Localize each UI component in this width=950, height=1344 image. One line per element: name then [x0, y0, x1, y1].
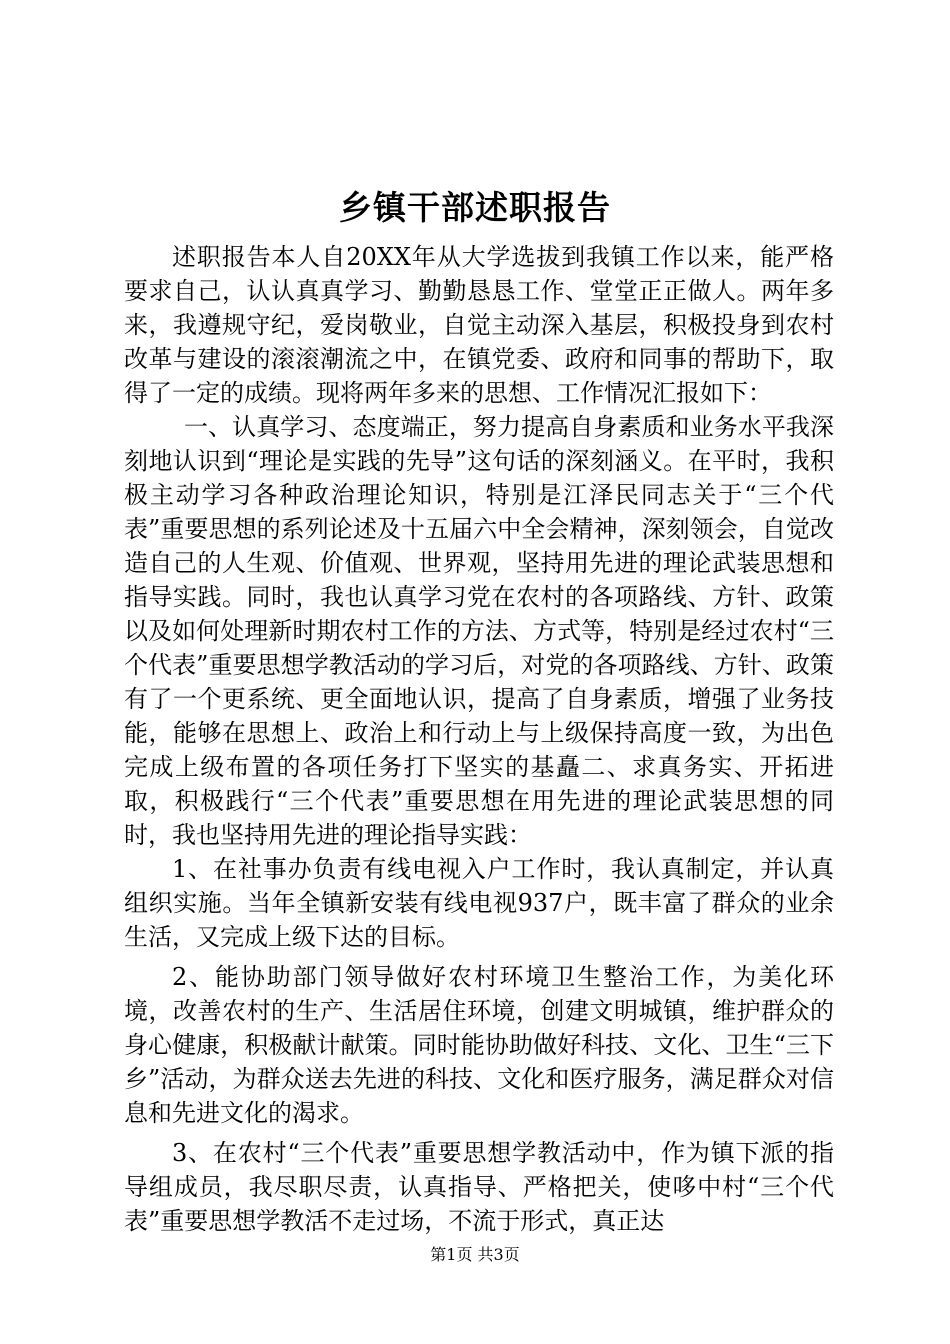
document-body [124, 240, 834, 1238]
paragraph-intro: 述职报告本人自20XX年从大学选拔到我镇工作以来，能严格要求自己，认认真真学习、勤勤恳恳工作、堂堂正正做人。两年多来，我遵规守纪，爱岗敬业，自觉主动深入基层，积极投身到农村改革与建设的滚滚潮流之中，在镇党委、政府和同事的帮助下，取得了一定的成绩。现将两年多来的思想、工作情况汇报如下： [124, 243, 834, 407]
paragraph-section-one: 一、认真学习、态度端正，努力提高自身素质和业务水平我深刻地认识到“理论是实践的先导”这句话的深刻涵义。在平时，我积极主动学习各种政治理论知识，特别是江泽民同志关于“三个代表”重要思想的系列论述及十五届六中全会精神，深刻领会，自觉改造自己的人生观、价值观、世界观，坚持用先进的理论武装思想和指导实践。同时，我也认真学习党在农村的各项路线、方针、政策以及如何处理新时期农村工作的方法、方式等，特别是经过农村“三个代表”重要思想学教活动的学习后，对党的各项路线、方针、政策有了一个更系统、更全面地认识，提高了自身素质，增强了业务技能，能够在思想上、政治上和行动上与上级保持高度一致，为出色完成上级布置的各项任务打下坚实的基矗二、求真务实、开拓进取，积极践行“三个代表”重要思想在用先进的理论武装思想的同时，我也坚持用先进的理论指导实践： [124, 413, 834, 849]
document-title: 乡镇干部述职报告 [339, 188, 611, 227]
paragraph-item-2: 2、能协助部门领导做好农村环境卫生整治工作，为美化环境，改善农村的生产、生活居住环境，创建文明城镇，维护群众的身心健康，积极献计献策。同时能协助做好科技、文化、卫生“三下乡”活动，为群众送去先进的科技、文化和医疗服务，满足群众对信息和先进文化的渴求。 [124, 963, 834, 1127]
paragraph-item-1: 1、在社事办负责有线电视入户工作时，我认真制定，并认真组织实施。当年全镇新安装有线电视937户，既丰富了群众的业余生活，又完成上级下达的目标。 [124, 855, 834, 951]
page-number-footer: 第1页 共3页 [430, 1245, 520, 1264]
paragraph-item-3: 3、在农村“三个代表”重要思想学教活动中，作为镇下派的指导组成员，我尽职尽责，认真指导、严格把关，使哆中村“三个代表”重要思想学教活不走过场，不流于形式，真正达 [124, 1139, 834, 1235]
